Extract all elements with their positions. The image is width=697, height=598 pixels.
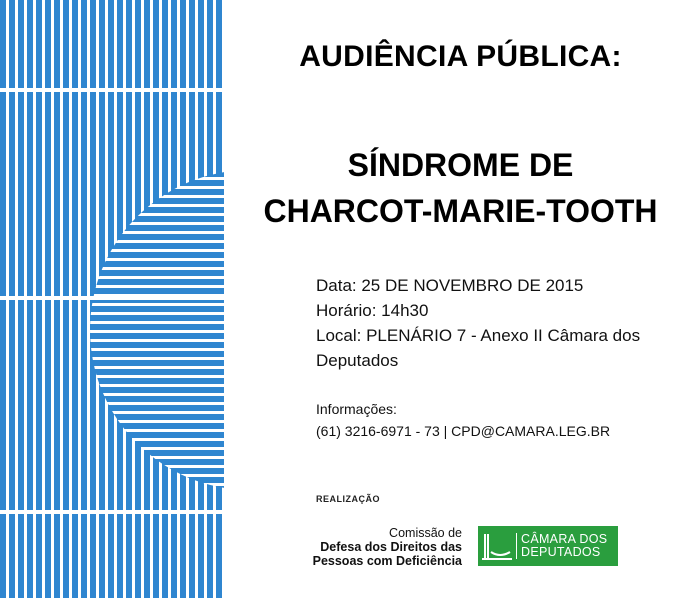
event-location: Local: PLENÁRIO 7 - Anexo II Câmara dos Deputados xyxy=(316,326,641,370)
camara-logo xyxy=(478,526,618,566)
contact-value: (61) 3216-6971 - 73 | CPD@CAMARA.LEG.BR xyxy=(316,423,611,439)
comissao-line2: Defesa dos Direitos das xyxy=(320,540,462,554)
contact-label: Informações: xyxy=(316,401,397,417)
congress-emblem-icon xyxy=(478,526,516,566)
camara-text xyxy=(516,533,607,559)
camara-line1: CÂMARA DOS xyxy=(521,532,608,546)
heading-charcot: CHARCOT-MARIE-TOOTH xyxy=(263,193,658,229)
contact-info xyxy=(316,398,610,442)
heading-audiencia-publica: AUDIÊNCIA PÚBLICA: xyxy=(299,40,622,73)
camara-line2: DEPUTADOS xyxy=(521,545,601,559)
event-date: Data: 25 DE NOVEMBRO DE 2015 xyxy=(316,276,584,295)
heading-sindrome: SÍNDROME DE xyxy=(347,147,574,183)
realizacao-label: REALIZAÇÃO xyxy=(316,494,380,504)
comissao-line3: Pessoas com Deficiência xyxy=(312,554,462,568)
event-time: Horário: 14h30 xyxy=(316,301,429,320)
event-details xyxy=(316,273,686,373)
comissao-line1: Comissão de xyxy=(389,526,462,540)
decorative-striped-pattern xyxy=(0,0,224,598)
comissao-logo xyxy=(300,526,462,568)
